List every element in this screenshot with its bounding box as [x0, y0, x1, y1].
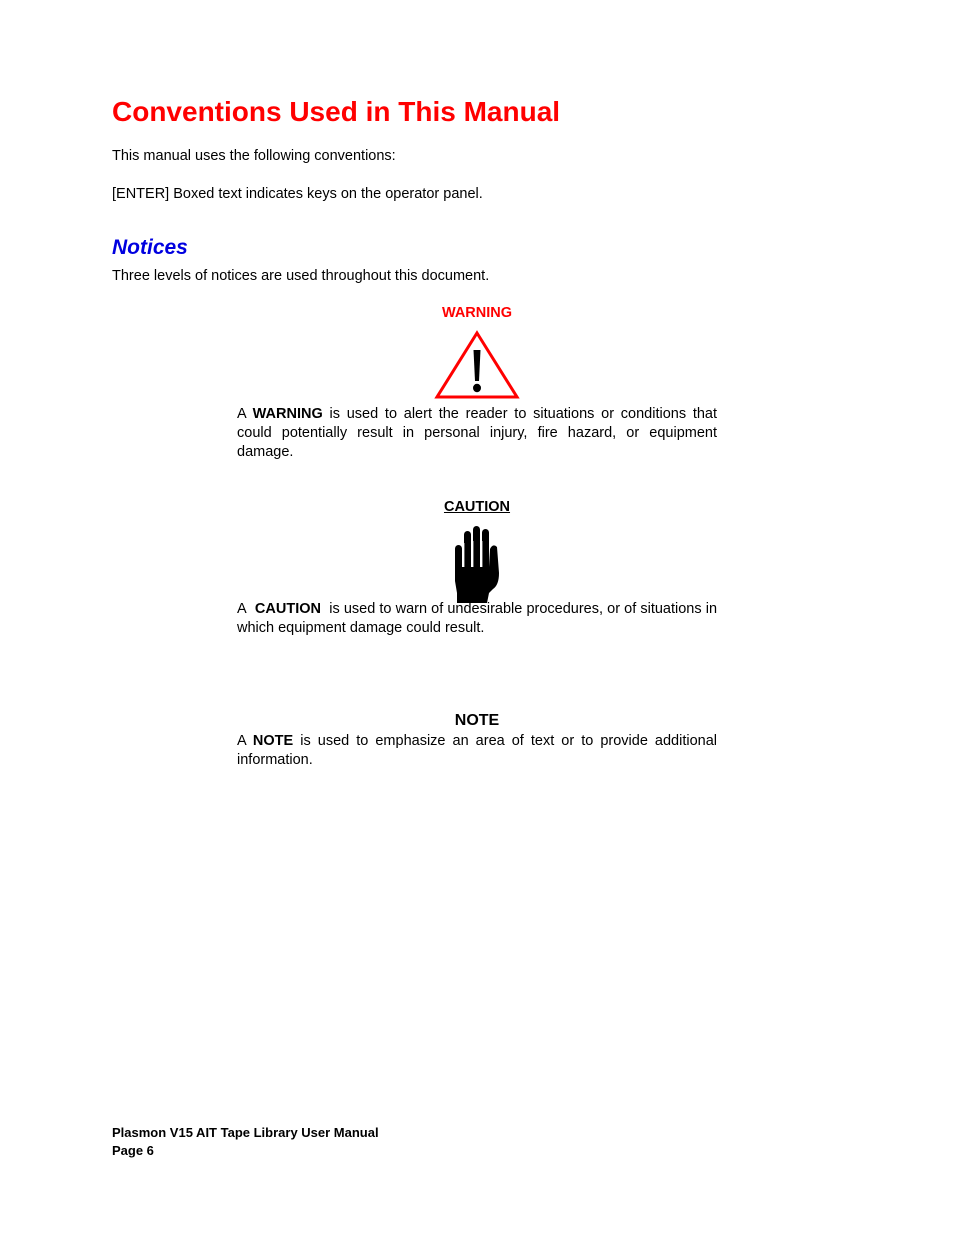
note-text: is used to emphasize an area of text or to provide additional information.	[237, 733, 718, 768]
note-description	[237, 732, 717, 770]
caution-title: CAUTION	[443, 499, 511, 515]
intro-text: This manual uses the following conventions:	[112, 148, 396, 164]
caution-keyword: CAUTION	[254, 601, 321, 617]
caution-text: is used to warn of undesirable procedures, or of situations in which equipment damage could result.	[237, 601, 718, 636]
warning-title: WARNING	[441, 305, 513, 321]
warning-text: is used to alert the reader to situations or conditions that could potentially result in personal injury, fire hazard, or equipment damage.	[237, 406, 718, 460]
caution-prefix: A	[237, 601, 247, 617]
note-keyword: NOTE	[252, 733, 294, 749]
notices-intro-text: Three levels of notices are used throughout this document.	[112, 268, 490, 284]
enter-convention-text: [ENTER] Boxed text indicates keys on the operator panel.	[112, 186, 483, 202]
warning-triangle-icon	[434, 330, 520, 400]
warning-keyword: WARNING	[252, 406, 323, 422]
footer-manual-title: Plasmon V15 AIT Tape Library User Manual	[112, 1125, 379, 1140]
note-title: NOTE	[454, 712, 500, 729]
page-title: Conventions Used in This Manual	[112, 96, 561, 127]
stop-hand-icon	[453, 523, 501, 603]
caution-description	[237, 600, 717, 638]
warning-description	[237, 405, 717, 462]
warning-prefix: A	[237, 406, 246, 422]
notices-heading: Notices	[112, 236, 188, 259]
footer-page-number: Page 6	[112, 1143, 154, 1158]
note-prefix: A	[237, 733, 246, 749]
